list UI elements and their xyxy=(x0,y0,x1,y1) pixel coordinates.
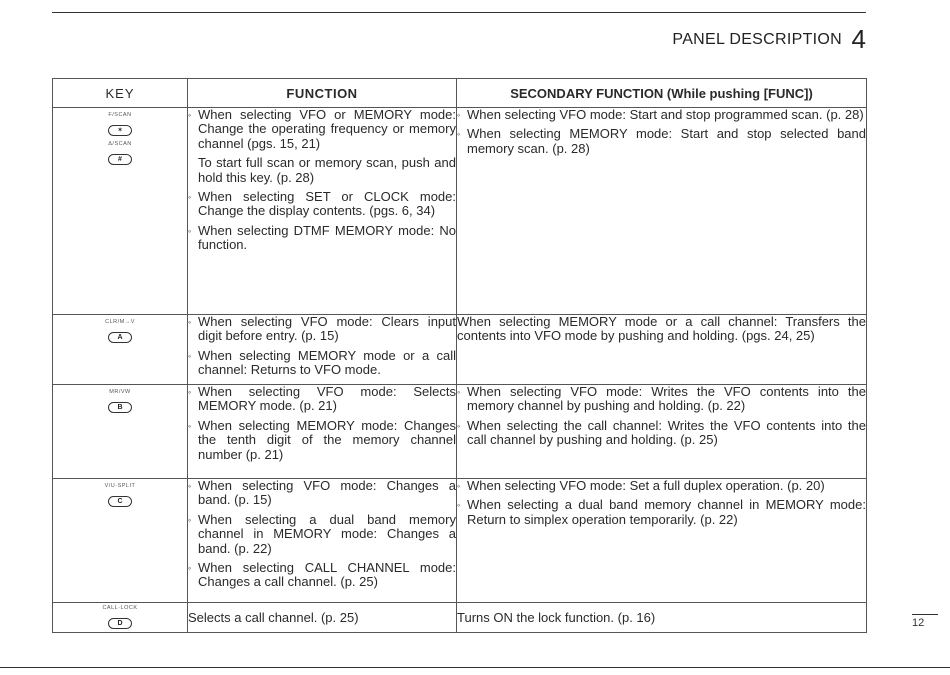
secondary-entry: When selecting MEMORY mode or a call channel: Transfers the contents into VFO mode by pushing and holding. (pgs. 24, 25) xyxy=(457,314,866,344)
function-cell xyxy=(188,479,457,603)
key-item xyxy=(53,605,187,630)
column-header-key: KEY xyxy=(53,79,188,108)
page-number: 12 xyxy=(912,614,938,629)
function-entry: ◦ When selecting DTMF MEMORY mode: No function. xyxy=(188,222,456,253)
key-cell xyxy=(53,315,188,385)
bullet-icon: ◦ xyxy=(188,514,192,525)
table-row xyxy=(53,315,867,385)
secondary-entry: ◦ When selecting MEMORY mode: Start and stop selected band memory scan. (p. 28) xyxy=(457,126,866,156)
table-row xyxy=(53,479,867,603)
function-entry: ◦ When selecting MEMORY mode or a call channel: Returns to VFO mode. xyxy=(188,347,456,378)
bullet-icon: ◦ xyxy=(188,110,192,120)
function-entry: ◦ When selecting SET or CLOCK mode: Change the display contents. (pgs. 6, 34) xyxy=(188,189,456,219)
table-header-row xyxy=(53,79,867,108)
secondary-cell xyxy=(457,479,867,603)
bullet-icon: ◦ xyxy=(457,420,461,431)
function-cell xyxy=(188,108,457,315)
key-cell xyxy=(53,603,188,633)
key-cell xyxy=(53,385,188,479)
bullet-icon: ◦ xyxy=(457,481,461,491)
table-row xyxy=(53,108,867,315)
function-entry: ◦ When selecting VFO or MEMORY mode: Change the operating frequency or memory channel (pgs. 15, 21) xyxy=(188,107,456,151)
hash-key-icon: # xyxy=(108,154,132,165)
secondary-cell xyxy=(457,315,867,385)
top-rule xyxy=(52,12,866,13)
table-row xyxy=(53,603,867,633)
key-label: MR/VW xyxy=(109,389,131,395)
section-number: 4 xyxy=(851,24,866,54)
asterisk-key-icon: ✶ xyxy=(108,125,132,136)
key-item xyxy=(53,483,187,508)
bottom-rule xyxy=(0,667,950,668)
c-key-icon: C xyxy=(108,496,132,507)
key-cell xyxy=(53,108,188,315)
secondary-entry: ◦ When selecting VFO mode: Start and stop programmed scan. (p. 28) xyxy=(457,107,864,122)
secondary-entry: ◦ When selecting the call channel: Writes the VFO contents into the call channel by pushing and holding. (p. 25) xyxy=(457,417,866,448)
key-item xyxy=(53,141,187,166)
key-item xyxy=(53,112,187,137)
function-entry: ◦ When selecting VFO mode: Selects MEMORY mode. (p. 21) xyxy=(188,384,456,414)
a-key-icon: A xyxy=(108,332,132,343)
function-cell xyxy=(188,603,457,633)
panel-description-table xyxy=(52,78,867,633)
d-key-icon: D xyxy=(108,618,132,629)
secondary-cell xyxy=(457,385,867,479)
bullet-icon: ◦ xyxy=(188,317,192,327)
column-header-function: FUNCTION xyxy=(188,79,457,108)
function-entry: To start full scan or memory scan, push and hold this key. (p. 28) xyxy=(198,155,456,185)
secondary-entry: ◦ When selecting VFO mode: Set a full duplex operation. (p. 20) xyxy=(457,478,825,493)
key-label: F/SCAN xyxy=(108,112,132,118)
bullet-icon: ◦ xyxy=(188,350,192,361)
function-cell xyxy=(188,315,457,385)
key-label: Δ/SCAN xyxy=(108,141,132,147)
bullet-icon: ◦ xyxy=(457,387,461,397)
key-label: CLR/M→V xyxy=(105,319,135,325)
bullet-icon: ◦ xyxy=(457,110,461,120)
function-entry: ◦ When selecting CALL CHANNEL mode: Changes a call channel. (p. 25) xyxy=(188,560,456,590)
bullet-icon: ◦ xyxy=(188,192,192,203)
bullet-icon: ◦ xyxy=(188,225,192,236)
function-entry: Selects a call channel. (p. 25) xyxy=(188,610,359,626)
function-entry: ◦ When selecting VFO mode: Clears input digit before entry. (p. 15) xyxy=(188,314,456,344)
function-entry: ◦ When selecting MEMORY mode: Changes the tenth digit of the memory channel number (p. 21) xyxy=(188,417,456,462)
bullet-icon: ◦ xyxy=(188,387,192,397)
secondary-cell xyxy=(457,108,867,315)
function-cell xyxy=(188,385,457,479)
secondary-cell xyxy=(457,603,867,633)
table-row xyxy=(53,385,867,479)
bullet-icon: ◦ xyxy=(457,129,461,140)
bullet-icon: ◦ xyxy=(188,481,192,491)
section-title: PANEL DESCRIPTION xyxy=(672,31,842,48)
function-entry: ◦ When selecting VFO mode: Changes a band. (p. 15) xyxy=(188,478,456,508)
b-key-icon: B xyxy=(108,402,132,413)
key-item xyxy=(53,389,187,414)
key-cell xyxy=(53,479,188,603)
function-entry: ◦ When selecting a dual band memory channel in MEMORY mode: Changes a band. (p. 22) xyxy=(188,511,456,556)
key-label: V/U·SPLIT xyxy=(104,483,136,489)
secondary-entry: ◦ When selecting a dual band memory channel in MEMORY mode: Return to simplex operation temporarily. (p. 22) xyxy=(457,497,866,527)
key-label: CALL·LOCK xyxy=(102,605,138,611)
bullet-icon: ◦ xyxy=(188,563,192,574)
bullet-icon: ◦ xyxy=(457,500,461,511)
secondary-entry: ◦ When selecting VFO mode: Writes the VFO contents into the memory channel by pushing and holding. (p. 22) xyxy=(457,384,866,414)
secondary-entry: Turns ON the lock function. (p. 16) xyxy=(457,610,656,626)
column-header-secondary: SECONDARY FUNCTION (While pushing [FUNC]) xyxy=(457,79,867,108)
bullet-icon: ◦ xyxy=(188,420,192,431)
key-item xyxy=(53,319,187,344)
